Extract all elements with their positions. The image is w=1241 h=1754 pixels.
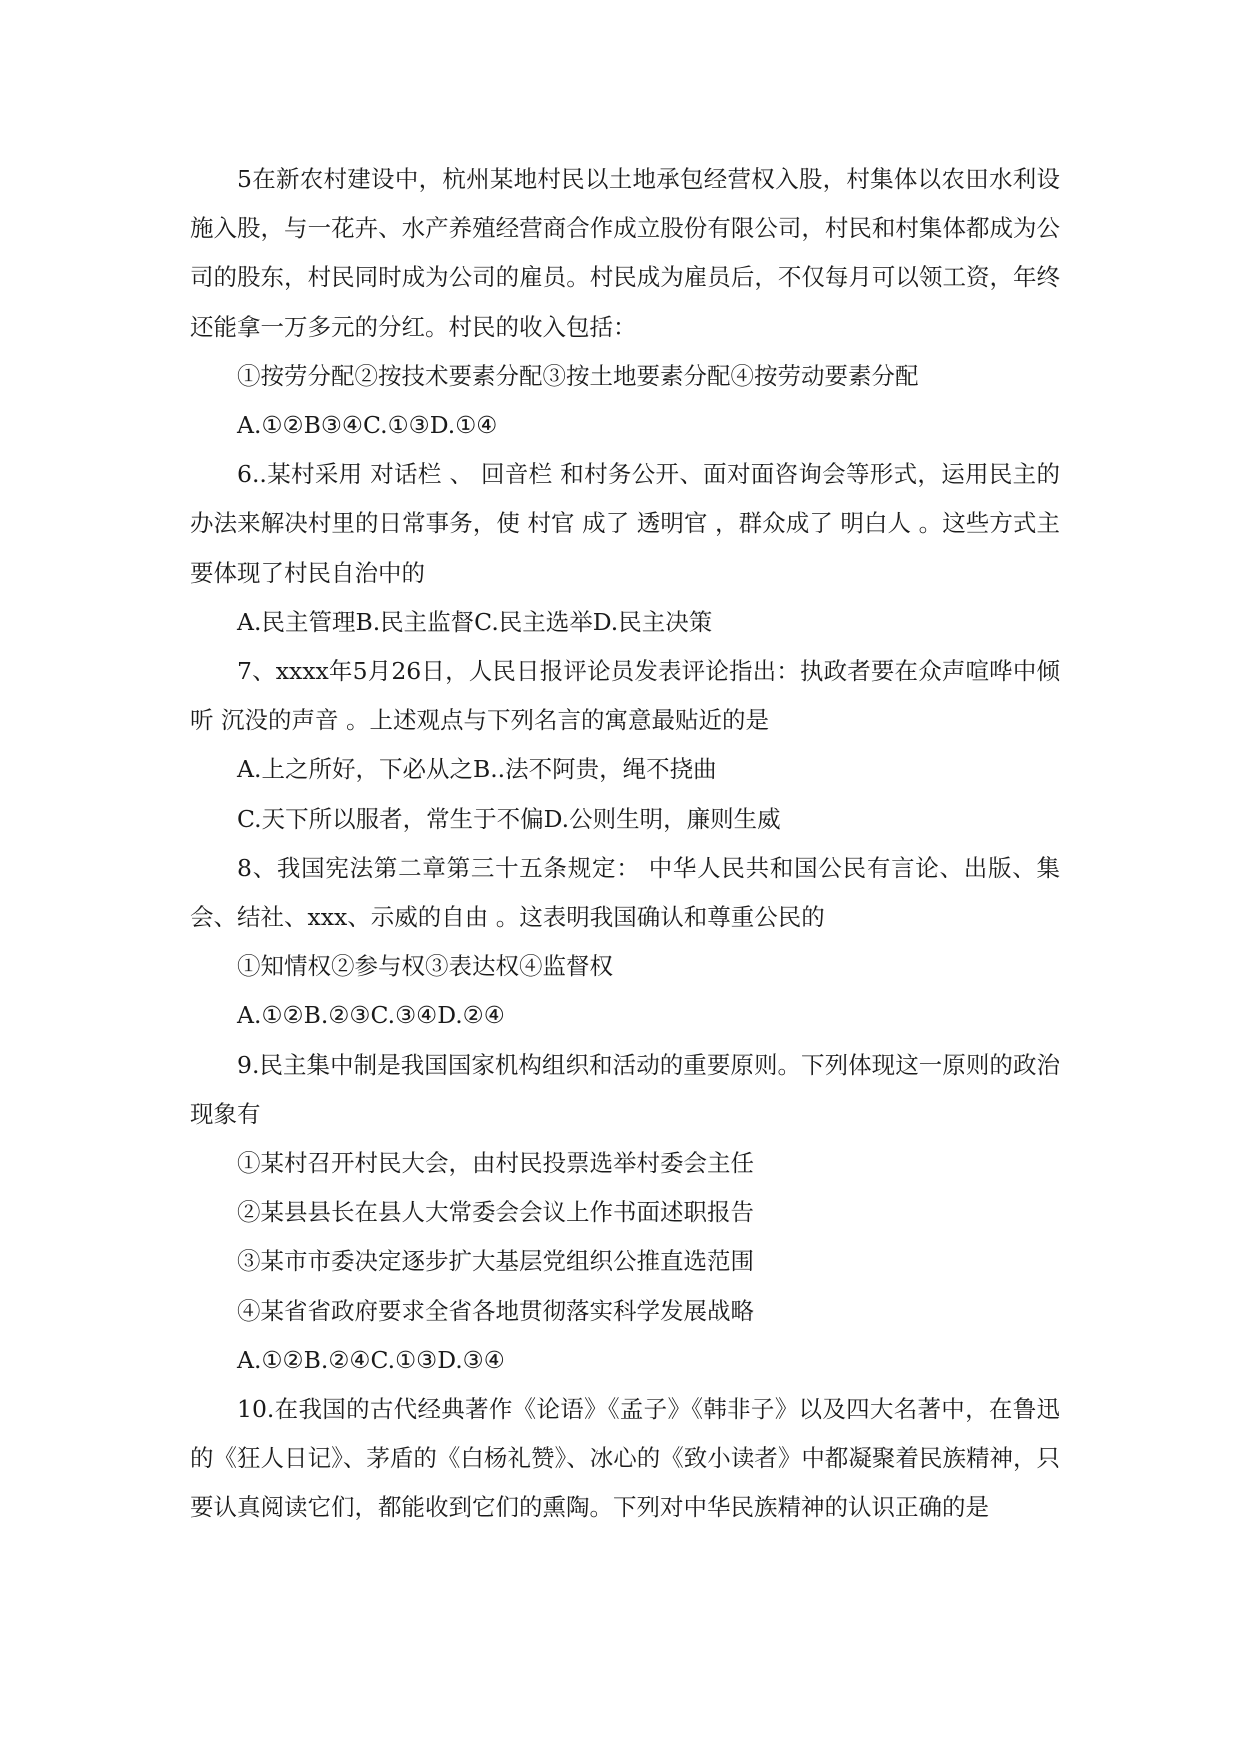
question-5-stem: 5在新农村建设中，杭州某地村民以土地承包经营权入股，村集体以农田水利设施入股，与一花卉、水产养殖经营商合作成立股份有限公司，村民和村集体都成为公司的股东，村民同时成为公司的雇员。村民成为雇员后，不仅每月可以领工资，年终还能拿一万多元的分红。村民的收入包括： [190, 165, 1060, 341]
question-5-items: ①按劳分配②按技术要素分配③按土地要素分配④按劳动要素分配 [237, 361, 919, 390]
question-7-options-ab: A.上之所好，下必从之B..法不阿贵，绳不挠曲 [237, 755, 717, 784]
question-8-items: ①知情权②参与权③表达权④监督权 [237, 952, 613, 981]
question-6-options: A.民主管理B.民主监督C.民主选举D.民主决策 [237, 607, 713, 636]
question-8-options: A.①②B.②③C.③④D.②④ [237, 1001, 505, 1030]
question-9-item-1: ①某村召开村民大会，由村民投票选举村委会主任 [237, 1149, 754, 1178]
question-7-options-cd: C.天下所以服者，常生于不偏D.公则生明，廉则生威 [237, 804, 781, 833]
question-9-item-2: ②某县县长在县人大常委会会议上作书面述职报告 [237, 1198, 754, 1227]
question-5-options: A.①②B③④C.①③D.①④ [237, 411, 498, 440]
question-7-stem: 7、xxxx年5月26日，人民日报评论员发表评论指出：执政者要在众声喧哗中倾听 沉没的声音 。上述观点与下列名言的寓意最贴近的是 [190, 657, 1060, 735]
question-8-stem: 8、我国宪法第二章第三十五条规定： 中华人民共和国公民有言论、出版、集会、结社、xxx、示威的自由 。这表明我国确认和尊重公民的 [190, 853, 1060, 932]
question-9-item-4: ④某省省政府要求全省各地贯彻落实科学发展战略 [237, 1296, 754, 1325]
question-6-stem: 6..某村采用 对话栏 、 回音栏 和村务公开、面对面咨询会等形式，运用民主的办法来解决村里的日常事务，使 村官 成了 透明官 ，群众成了 明白人 。这些方式主要体现了村民自治中的 [190, 460, 1060, 587]
question-9-stem: 9.民主集中制是我国国家机构组织和活动的重要原则。下列体现这一原则的政治现象有 [190, 1050, 1060, 1128]
question-10-stem: 10.在我国的古代经典著作《论语》《孟子》《韩非子》以及四大名著中，在鲁迅的《狂人日记》、茅盾的《白杨礼赞》、冰心的《致小读者》中都凝聚着民族精神，只要认真阅读它们，都能收到它们的熏陶。下列对中华民族精神的认识正确的是 [190, 1395, 1060, 1522]
question-9-item-3: ③某市市委决定逐步扩大基层党组织公推直选范围 [237, 1247, 754, 1276]
document-body [190, 155, 1060, 1533]
question-9-options: A.①②B.②④C.①③D.③④ [237, 1345, 505, 1374]
